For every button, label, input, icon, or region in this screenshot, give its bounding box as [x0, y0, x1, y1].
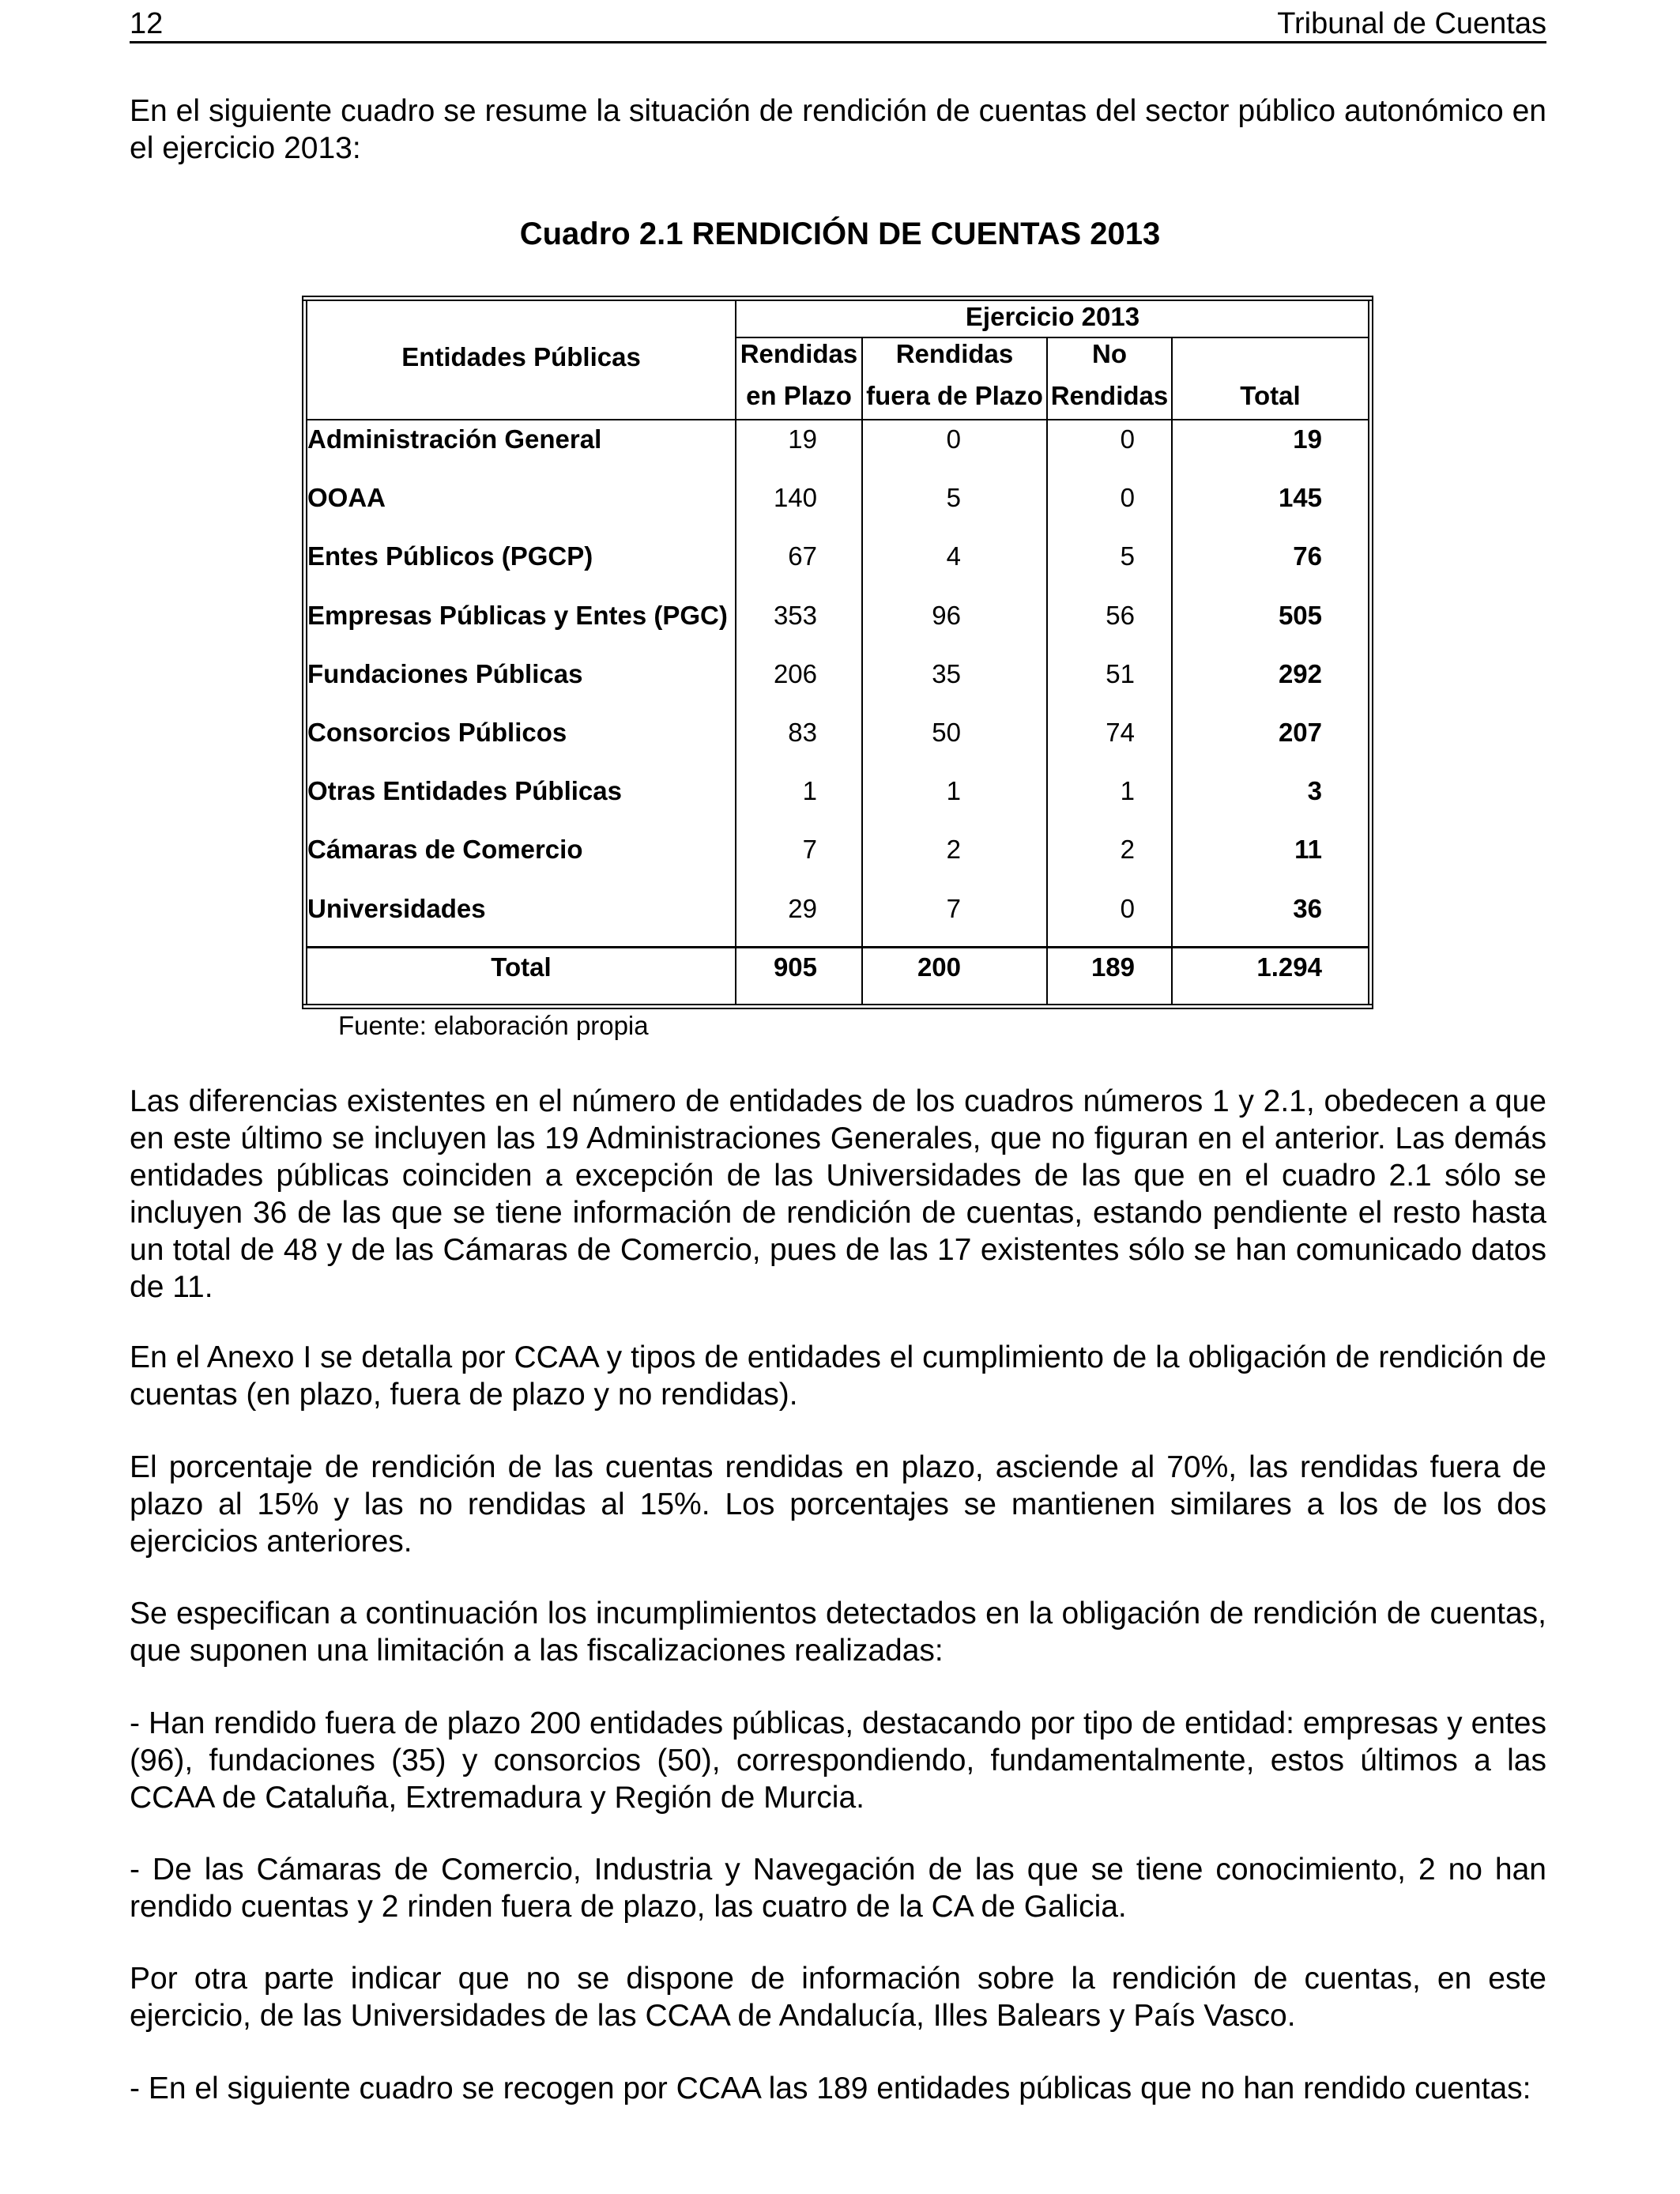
cell-fuera-plazo: 2: [946, 835, 961, 864]
entity-header: Entidades Públicas: [401, 342, 641, 371]
cell-entity: Empresas Públicas y Entes (PGC): [307, 601, 728, 630]
cell-no-rendidas: 0: [1120, 483, 1135, 512]
cell-total: 76: [1293, 541, 1322, 571]
cell-no-rendidas: 0: [1120, 894, 1135, 923]
cell-fuera-plazo: 96: [932, 601, 961, 630]
cell-entity: Cámaras de Comercio: [307, 835, 583, 864]
cell-total: 207: [1278, 718, 1322, 747]
total-label: Total: [491, 952, 552, 982]
cell-no-rendidas: 2: [1120, 835, 1135, 864]
cell-no-rendidas: 51: [1106, 659, 1135, 688]
cell-fuera-plazo: 4: [946, 541, 961, 571]
cell-no-rendidas: 56: [1106, 601, 1135, 630]
cell-en-plazo: 7: [802, 835, 817, 864]
cell-fuera-plazo: 50: [932, 718, 961, 747]
total-en-plazo: 905: [773, 952, 817, 982]
cell-fuera-plazo: 1: [946, 776, 961, 805]
cell-en-plazo: 1: [802, 776, 817, 805]
paragraph: El porcentaje de rendición de las cuentas rendidas en plazo, asciende al 70%, las rendidas fuera de plazo al 15% y las no rendidas al 15%. Los porcentajes se mantienen similares a los de los dos ejercicios anteriores.: [130, 1450, 1546, 1559]
cell-en-plazo: 206: [773, 659, 817, 688]
cell-entity: Administración General: [307, 424, 602, 454]
cell-fuera-plazo: 0: [946, 424, 961, 454]
cell-no-rendidas: 5: [1120, 541, 1135, 571]
paragraph: Las diferencias existentes en el número de entidades de los cuadros números 1 y 2.1, obedecen a que en este último se incluyen las 19 Administraciones Generales, que no figuran en el anterior. Las demás entidades públicas coinciden a excepción de las Universidades de las que en el cuadro 2.1 sólo se incluyen 36 de las que se tiene información de rendición de cuentas, estando pendiente el resto hasta un total de 48 y de las Cámaras de Comercio, pues de las 17 existentes sólo se han comunicado datos de 11.: [130, 1084, 1546, 1304]
paragraph: - De las Cámaras de Comercio, Industria y Navegación de las que se tiene conocimiento, 2 no han rendido cuentas y 2 rinden fuera de plazo, las cuatro de la CA de Galicia.: [130, 1853, 1546, 1924]
cell-fuera-plazo: 7: [946, 894, 961, 923]
col-header-fuera-plazo-line2: fuera de Plazo: [866, 381, 1043, 410]
cell-no-rendidas: 74: [1106, 718, 1135, 747]
cell-entity: Fundaciones Públicas: [307, 659, 583, 688]
running-title: Tribunal de Cuentas: [1277, 7, 1546, 40]
cell-en-plazo: 19: [788, 424, 817, 454]
total-no-rendidas: 189: [1090, 952, 1135, 982]
cell-total: 11: [1294, 835, 1322, 864]
paragraph: En el Anexo I se detalla por CCAA y tipos de entidades el cumplimiento de la obligación de rendición de cuentas (en plazo, fuera de plazo y no rendidas).: [130, 1340, 1546, 1412]
cell-entity: Consorcios Públicos: [307, 718, 567, 747]
cell-total: 145: [1278, 483, 1322, 512]
cell-entity: Otras Entidades Públicas: [307, 776, 622, 805]
cell-en-plazo: 353: [773, 601, 817, 630]
cell-en-plazo: 83: [788, 718, 817, 747]
table-source-note: Fuente: elaboración propia: [338, 1011, 649, 1040]
table-caption: Cuadro 2.1 RENDICIÓN DE CUENTAS 2013: [519, 217, 1161, 251]
paragraph: Por otra parte indicar que no se dispone de información sobre la rendición de cuentas, en este ejercicio, de las Universidades de las CCAA de Andalucía, Illes Balears y País Vasco.: [130, 1962, 1546, 2033]
page-number: 12: [130, 7, 164, 40]
cell-en-plazo: 29: [788, 894, 817, 923]
total-total: 1.294: [1256, 952, 1322, 982]
col-header-no-rendidas-line1: No: [1092, 339, 1127, 368]
cell-fuera-plazo: 5: [946, 483, 961, 512]
paragraph: - En el siguiente cuadro se recogen por CCAA las 189 entidades públicas que no han rendido cuentas:: [130, 2071, 1531, 2105]
cell-no-rendidas: 1: [1120, 776, 1135, 805]
cell-entity: OOAA: [307, 483, 386, 512]
total-fuera-plazo: 200: [917, 952, 961, 982]
accounts-table: [0, 0, 1680, 1027]
cell-entity: Universidades: [307, 894, 486, 923]
cell-total: 36: [1293, 894, 1322, 923]
cell-total: 3: [1307, 776, 1322, 805]
cell-total: 505: [1278, 601, 1322, 630]
col-header-no-rendidas-line2: Rendidas: [1050, 381, 1169, 410]
intro-paragraph: En el siguiente cuadro se resume la situación de rendición de cuentas del sector público autonómico en el ejercicio 2013:: [130, 94, 1546, 165]
cell-en-plazo: 140: [773, 483, 817, 512]
paragraph: - Han rendido fuera de plazo 200 entidades públicas, destacando por tipo de entidad: empresas y entes (96), fundaciones (35) y consorcios (50), correspondiendo, fundamentalmente, estos últimos a las CCAA de Cataluña, Extremadura y Región de Murcia.: [130, 1706, 1546, 1815]
col-header-total-line2: Total: [1240, 381, 1301, 410]
cell-total: 19: [1293, 424, 1322, 454]
cell-no-rendidas: 0: [1120, 424, 1135, 454]
col-header-en-plazo-line1: Rendidas: [740, 339, 858, 368]
cell-en-plazo: 67: [788, 541, 817, 571]
group-header: Ejercicio 2013: [965, 302, 1140, 331]
cell-entity: Entes Públicos (PGCP): [307, 541, 593, 571]
cell-fuera-plazo: 35: [932, 659, 961, 688]
paragraph: Se especifican a continuación los incumplimientos detectados en la obligación de rendición de cuentas, que suponen una limitación a las fiscalizaciones realizadas:: [130, 1596, 1546, 1668]
col-header-en-plazo-line2: en Plazo: [746, 381, 852, 410]
col-header-fuera-plazo-line1: Rendidas: [895, 339, 1014, 368]
cell-total: 292: [1278, 659, 1322, 688]
